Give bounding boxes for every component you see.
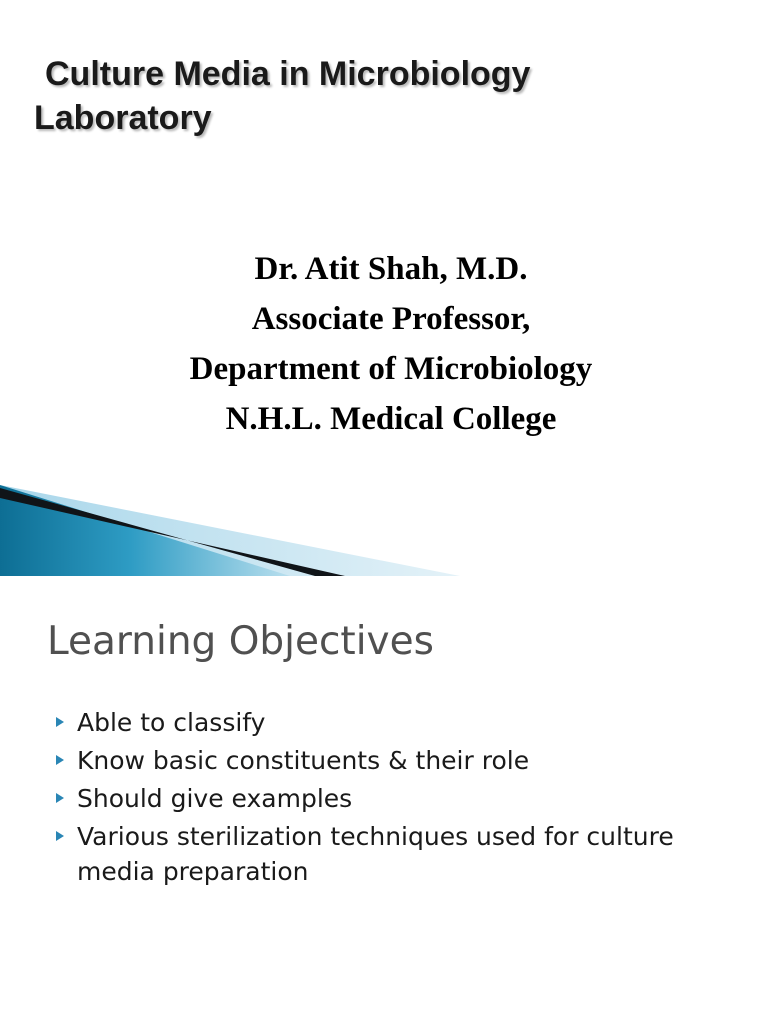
list-item-text: Should give examples xyxy=(77,784,353,813)
list-item-text: Able to classify xyxy=(77,708,266,737)
triangle-bullet-icon xyxy=(56,793,64,803)
list-item-text: Know basic constituents & their role xyxy=(77,746,530,775)
list-item xyxy=(56,781,746,816)
slide-title-line: Laboratory xyxy=(34,99,212,137)
objectives-list xyxy=(56,705,746,892)
author-institution: N.H.L. Medical College xyxy=(225,401,557,437)
list-item xyxy=(56,819,746,889)
list-item-text: Various sterilization techniques used for culture media preparation xyxy=(77,822,674,886)
list-item xyxy=(56,705,746,740)
author-name: Dr. Atit Shah, M.D. xyxy=(254,251,528,287)
author-position: Associate Professor, xyxy=(251,301,531,337)
list-item xyxy=(56,743,746,778)
author-department: Department of Microbiology xyxy=(189,351,593,387)
triangle-bullet-icon xyxy=(56,755,64,765)
triangle-bullet-icon xyxy=(56,831,64,841)
objectives-slide xyxy=(0,576,768,1024)
author-info xyxy=(0,244,768,444)
decorative-wedge xyxy=(0,480,460,576)
slide-title-line: Culture Media in Microbiology xyxy=(45,55,531,93)
slide-title xyxy=(34,52,734,140)
objectives-title: Learning Objectives xyxy=(47,619,434,664)
triangle-bullet-icon xyxy=(56,717,64,727)
